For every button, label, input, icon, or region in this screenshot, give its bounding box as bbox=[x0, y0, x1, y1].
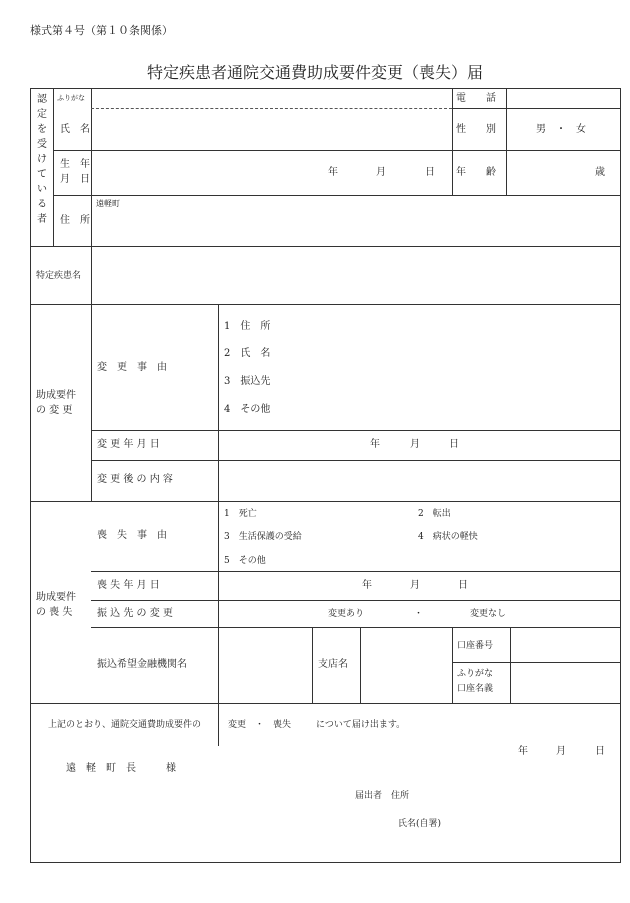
change-day-unit: 日 bbox=[449, 439, 459, 450]
gender-label: 性 別 bbox=[456, 124, 496, 135]
form-number: 様式第４号（第１０条関係） bbox=[30, 24, 173, 37]
account-number-label: 口座番号 bbox=[457, 641, 494, 651]
transfer-change-no[interactable]: 変更なし bbox=[470, 609, 507, 619]
address-value[interactable]: 遠軽町 bbox=[96, 199, 120, 208]
statement-choice[interactable]: 変更 ・ 喪失 bbox=[228, 720, 292, 730]
submit-day-unit: 日 bbox=[595, 746, 605, 757]
birth-day-unit: 日 bbox=[425, 167, 435, 178]
account-holder-label-line1: ふりがな bbox=[457, 669, 494, 679]
change-content-label: 変 更 後 の 内 容 bbox=[97, 474, 173, 485]
loss-group-label-line2: の 喪 失 bbox=[36, 607, 73, 618]
change-year-unit: 年 bbox=[370, 439, 380, 450]
applicant-name-label: 氏名(自署) bbox=[398, 819, 442, 829]
name-label: 氏 名 bbox=[60, 124, 90, 135]
birth-month-unit: 月 bbox=[376, 167, 386, 178]
change-content-field[interactable] bbox=[218, 461, 620, 501]
statement-text-1: 上記のとおり、通院交通費助成要件の bbox=[48, 720, 202, 730]
birth-year-unit: 年 bbox=[328, 167, 338, 178]
submit-year-unit: 年 bbox=[518, 746, 528, 757]
gender-option[interactable]: 男 ・ 女 bbox=[536, 124, 586, 135]
phone-label: 電 話 bbox=[456, 93, 496, 104]
account-holder-label-line2: 口座名義 bbox=[457, 684, 494, 694]
loss-reason-option[interactable]: 2 転出 bbox=[418, 509, 451, 519]
change-date-label: 変 更 年 月 日 bbox=[97, 439, 160, 450]
loss-month-unit: 月 bbox=[410, 580, 420, 591]
loss-year-unit: 年 bbox=[362, 580, 372, 591]
age-label: 年 齢 bbox=[456, 167, 496, 178]
loss-reason-label: 喪 失 事 由 bbox=[97, 530, 167, 541]
applicant-address-label: 届出者 住所 bbox=[355, 791, 410, 801]
birth-label-line2: 月 日 bbox=[60, 174, 90, 185]
applicant-group-label: 認定を受けている者 bbox=[37, 94, 47, 225]
loss-group-label-line1: 助成要件 bbox=[36, 592, 76, 603]
bank-name-label: 振込希望金融機関名 bbox=[97, 659, 187, 670]
loss-date-label: 喪 失 年 月 日 bbox=[97, 580, 160, 591]
age-unit: 歳 bbox=[595, 167, 605, 178]
form-title: 特定疾患者通院交通費助成要件変更（喪失）届 bbox=[146, 63, 483, 82]
submit-month-unit: 月 bbox=[556, 746, 566, 757]
phone-field[interactable] bbox=[506, 89, 620, 107]
change-group-label-line2: の 変 更 bbox=[36, 405, 73, 416]
furigana-field[interactable] bbox=[91, 93, 452, 107]
change-group-label-line1: 助成要件 bbox=[36, 390, 76, 401]
loss-reason-option[interactable]: 3 生活保護の受給 bbox=[224, 532, 302, 542]
account-number-field[interactable] bbox=[510, 628, 620, 662]
birth-label-line1: 生 年 bbox=[60, 159, 90, 170]
furigana-label: ふりがな bbox=[57, 94, 85, 102]
loss-day-unit: 日 bbox=[458, 580, 468, 591]
change-reason-option[interactable]: 4 その他 bbox=[224, 404, 271, 415]
change-reason-label: 変 更 事 由 bbox=[97, 362, 167, 373]
loss-reason-option[interactable]: 5 その他 bbox=[224, 556, 266, 566]
change-reason-option[interactable]: 3 振込先 bbox=[224, 376, 271, 387]
loss-reason-option[interactable]: 4 病状の軽快 bbox=[418, 532, 478, 542]
transfer-change-yes[interactable]: 変更あり bbox=[328, 609, 365, 619]
address-label: 住 所 bbox=[60, 215, 90, 226]
transfer-change-label: 振 込 先 の 変 更 bbox=[97, 608, 173, 619]
change-reason-option[interactable]: 1 住 所 bbox=[224, 321, 271, 332]
branch-field[interactable] bbox=[360, 628, 452, 703]
branch-label: 支店名 bbox=[318, 659, 348, 670]
disease-field[interactable] bbox=[91, 247, 620, 304]
disease-label: 特定疾患名 bbox=[36, 271, 82, 281]
change-month-unit: 月 bbox=[410, 439, 420, 450]
transfer-change-separator: ・ bbox=[414, 609, 424, 619]
name-field[interactable] bbox=[91, 110, 452, 150]
change-reason-option[interactable]: 2 氏 名 bbox=[224, 348, 271, 359]
statement-text-2: について届け出ます。 bbox=[316, 720, 406, 730]
loss-reason-option[interactable]: 1 死亡 bbox=[224, 509, 257, 519]
mayor-addressee: 遠 軽 町 長 様 bbox=[66, 763, 176, 774]
account-holder-field[interactable] bbox=[510, 663, 620, 703]
bank-name-field[interactable] bbox=[218, 628, 312, 703]
